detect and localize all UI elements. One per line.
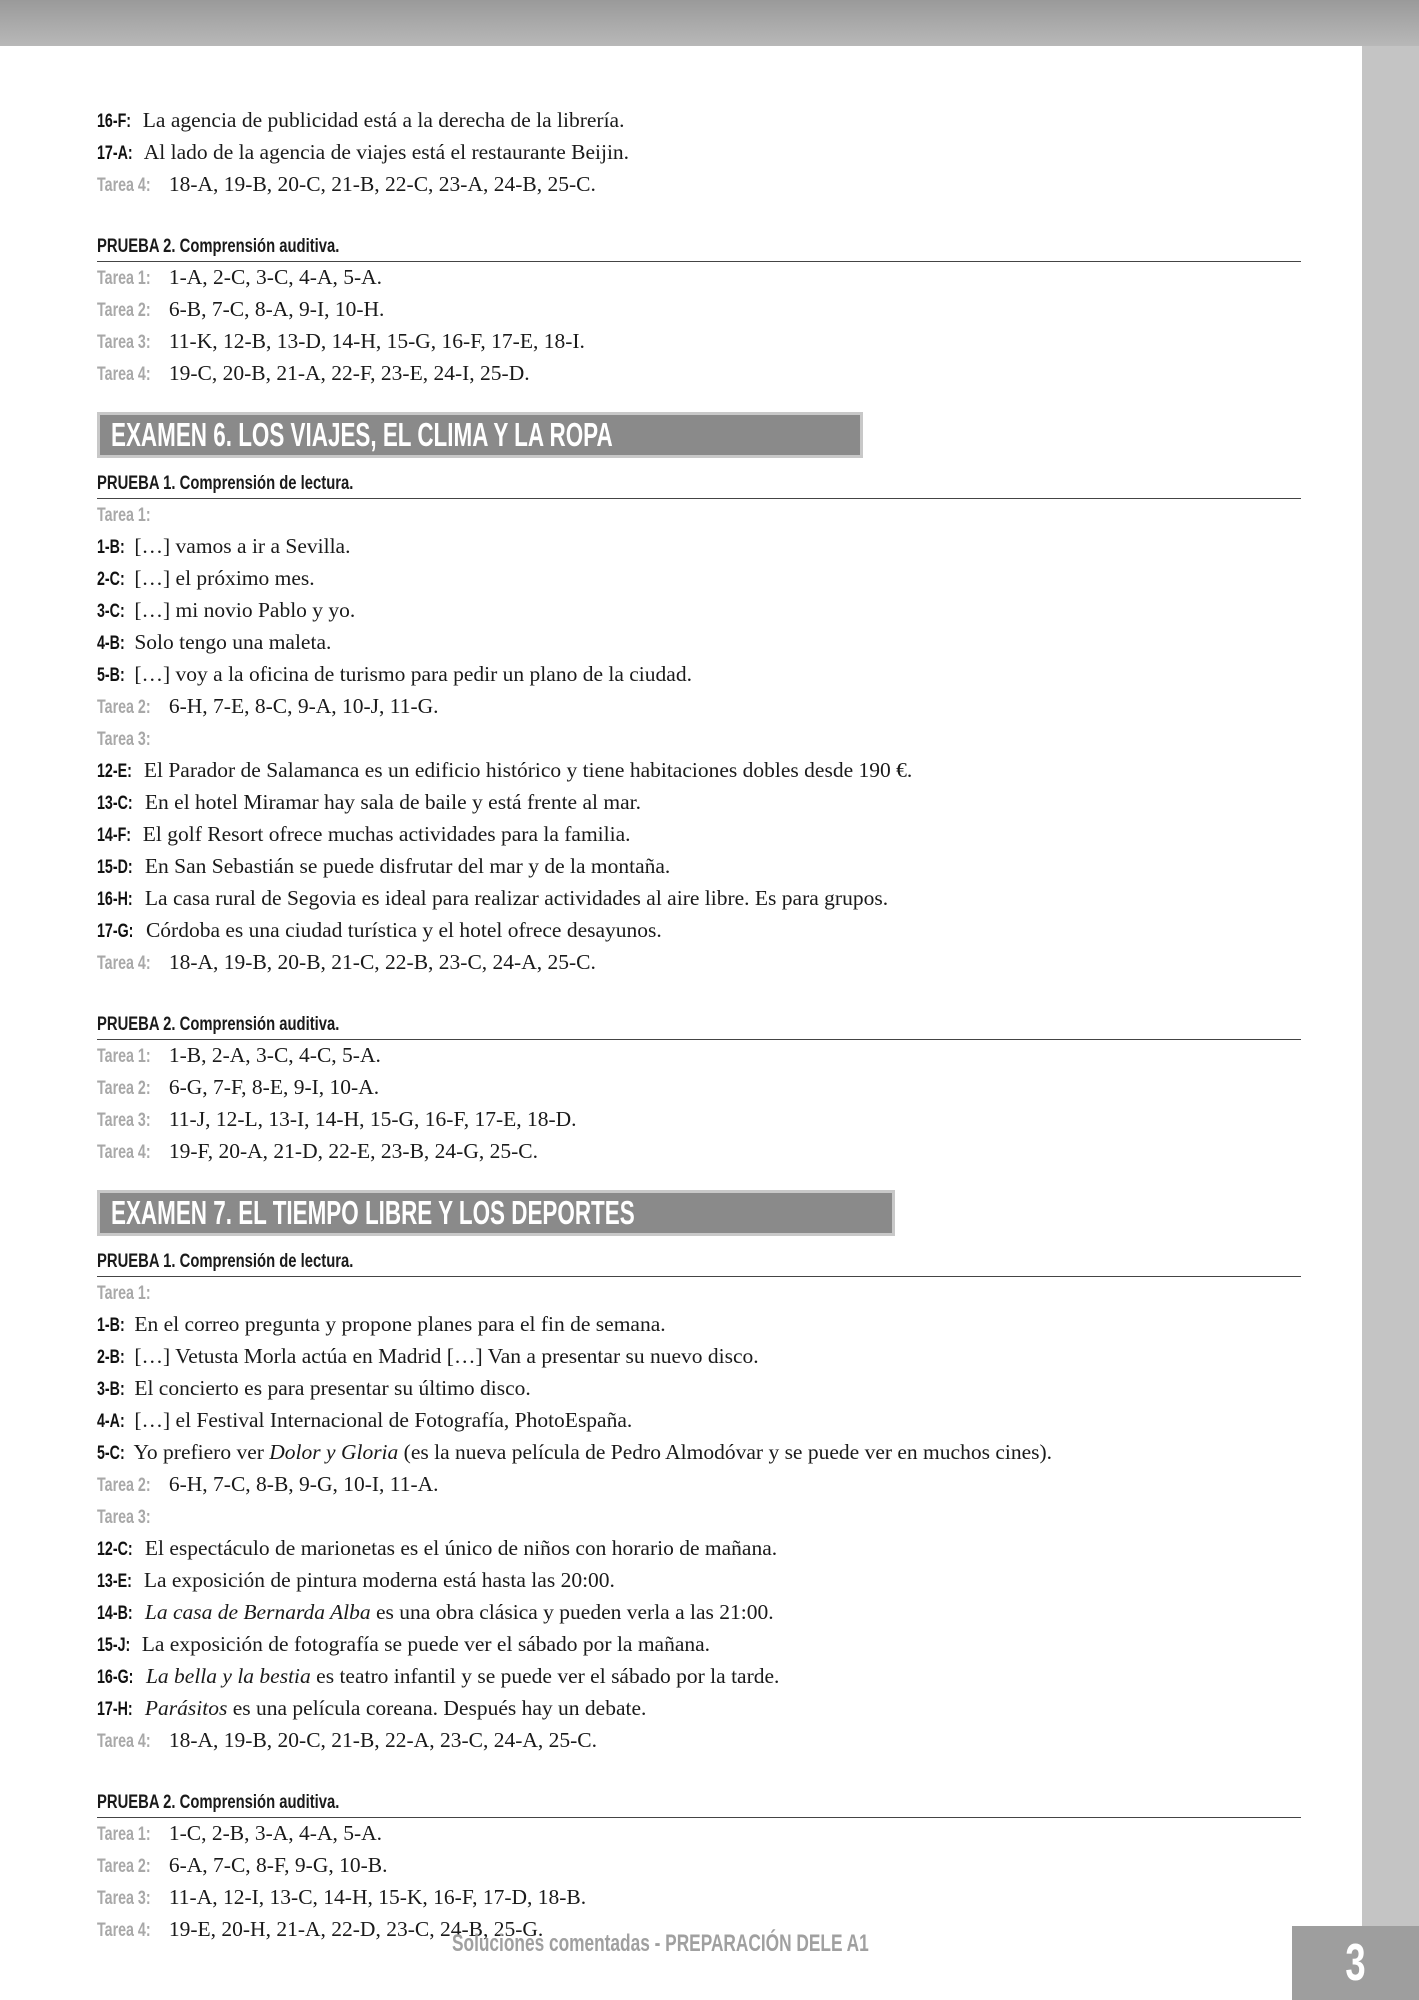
answer-line: 2-C: […] el próximo mes. (97, 566, 315, 590)
prueba-heading: PRUEBA 2. Comprensión auditiva. (97, 1011, 1301, 1040)
right-edge-shadow (1362, 46, 1419, 1926)
answer-line: Tarea 2: 6-H, 7-E, 8-C, 9-A, 10-J, 11-G. (97, 694, 439, 718)
answer-line: 2-B: […] Vetusta Morla actúa en Madrid […] Van a presentar su nuevo disco. (97, 1344, 759, 1368)
answer-line: Tarea 3: 11-A, 12-I, 13-C, 14-H, 15-K, 16-F, 17-D, 18-B. (97, 1885, 587, 1909)
answer-line: 12-C: El espectáculo de marionetas es el único de niños con horario de mañana. (97, 1536, 778, 1560)
answer-line: 4-A: […] el Festival Internacional de Fotografía, PhotoEspaña. (97, 1408, 633, 1432)
answer-line: Tarea 4: 18-A, 19-B, 20-B, 21-C, 22-B, 23-C, 24-A, 25-C. (97, 950, 596, 974)
solutions-content (97, 105, 1301, 1946)
answer-line: Tarea 2: 6-A, 7-C, 8-F, 9-G, 10-B. (97, 1853, 388, 1877)
answer-line: Tarea 4: 19-E, 20-H, 21-A, 22-D, 23-C, 24-B, 25-G. (97, 1917, 544, 1941)
answer-line: Tarea 4: 18-A, 19-B, 20-C, 21-B, 22-C, 23-A, 24-B, 25-C. (97, 172, 596, 196)
answer-line: 15-J: La exposición de fotografía se puede ver el sábado por la mañana. (97, 1632, 711, 1656)
answer-line: 16-H: La casa rural de Segovia es ideal para realizar actividades al aire libre. Es para grupos. (97, 886, 889, 910)
answer-line: 1-B: […] vamos a ir a Sevilla. (97, 534, 351, 558)
answer-line: 5-C: Yo prefiero ver Dolor y Gloria (es la nueva película de Pedro Almodóvar y se puede ver en muchos cines). (97, 1440, 1053, 1464)
prueba-heading: PRUEBA 2. Comprensión auditiva. (97, 1789, 1301, 1818)
answer-line: 3-B: El concierto es para presentar su último disco. (97, 1376, 531, 1400)
top-edge-shadow (0, 0, 1419, 46)
answer-line: 13-C: En el hotel Miramar hay sala de baile y está frente al mar. (97, 790, 641, 814)
answer-line: Tarea 2: 6-H, 7-C, 8-B, 9-G, 10-I, 11-A. (97, 1472, 439, 1496)
answer-line: 16-G: La bella y la bestia es teatro infantil y se puede ver el sábado por la tarde. (97, 1664, 780, 1688)
answer-line: Tarea 3: 11-K, 12-B, 13-D, 14-H, 15-G, 16-F, 17-E, 18-I. (97, 329, 585, 353)
prueba-heading: PRUEBA 1. Comprensión de lectura. (97, 470, 1301, 499)
tarea-label: Tarea 3: (97, 1507, 151, 1528)
answer-line: 16-F: La agencia de publicidad está a la derecha de la librería. (97, 108, 625, 132)
answer-line: 17-G: Córdoba es una ciudad turística y el hotel ofrece desayunos. (97, 918, 662, 942)
answer-line: 17-H: Parásitos es una película coreana. Después hay un debate. (97, 1696, 647, 1720)
answer-line: Tarea 3: 11-J, 12-L, 13-I, 14-H, 15-G, 16-F, 17-E, 18-D. (97, 1107, 577, 1131)
answer-line: 13-E: La exposición de pintura moderna está hasta las 20:00. (97, 1568, 615, 1592)
answer-line: 12-E: El Parador de Salamanca es un edificio histórico y tiene habitaciones dobles desde 190 €. (97, 758, 913, 782)
exam-7-banner: EXAMEN 7. EL TIEMPO LIBRE Y LOS DEPORTES (97, 1190, 895, 1236)
answer-line: Tarea 1: 1-C, 2-B, 3-A, 4-A, 5-A. (97, 1821, 383, 1845)
page-number: 3 (1345, 1934, 1366, 1992)
answer-line: 15-D: En San Sebastián se puede disfrutar del mar y de la montaña. (97, 854, 671, 878)
answer-line: 1-B: En el correo pregunta y propone planes para el fin de semana. (97, 1312, 666, 1336)
page-footer: Soluciones comentadas - PREPARACIÓN DELE A1 (452, 1930, 869, 1957)
answer-line: Tarea 4: 18-A, 19-B, 20-C, 21-B, 22-A, 23-C, 24-A, 25-C. (97, 1728, 598, 1752)
answer-line: Tarea 4: 19-F, 20-A, 21-D, 22-E, 23-B, 24-G, 25-C. (97, 1139, 538, 1163)
answer-line: Tarea 4: 19-C, 20-B, 21-A, 22-F, 23-E, 24-I, 25-D. (97, 361, 530, 385)
tarea-label: Tarea 1: (97, 505, 151, 526)
answer-line: 14-B: La casa de Bernarda Alba es una obra clásica y pueden verla a las 21:00. (97, 1600, 774, 1624)
answer-line: 17-A: Al lado de la agencia de viajes está el restaurante Beijin. (97, 140, 630, 164)
prueba-heading: PRUEBA 2. Comprensión auditiva. (97, 233, 1301, 262)
answer-line: 4-B: Solo tengo una maleta. (97, 630, 332, 654)
answer-line: 5-B: […] voy a la oficina de turismo para pedir un plano de la ciudad. (97, 662, 692, 686)
answer-line: Tarea 1: 1-B, 2-A, 3-C, 4-C, 5-A. (97, 1043, 381, 1067)
answer-line: Tarea 2: 6-G, 7-F, 8-E, 9-I, 10-A. (97, 1075, 380, 1099)
tarea-label: Tarea 3: (97, 729, 151, 750)
exam-6-banner: EXAMEN 6. LOS VIAJES, EL CLIMA Y LA ROPA (97, 412, 863, 458)
answer-line: Tarea 1: 1-A, 2-C, 3-C, 4-A, 5-A. (97, 265, 383, 289)
answer-line: Tarea 2: 6-B, 7-C, 8-A, 9-I, 10-H. (97, 297, 385, 321)
tarea-label: Tarea 1: (97, 1283, 151, 1304)
answer-line: 3-C: […] mi novio Pablo y yo. (97, 598, 356, 622)
answer-line: 14-F: El golf Resort ofrece muchas actividades para la familia. (97, 822, 631, 846)
prueba-heading: PRUEBA 1. Comprensión de lectura. (97, 1248, 1301, 1277)
